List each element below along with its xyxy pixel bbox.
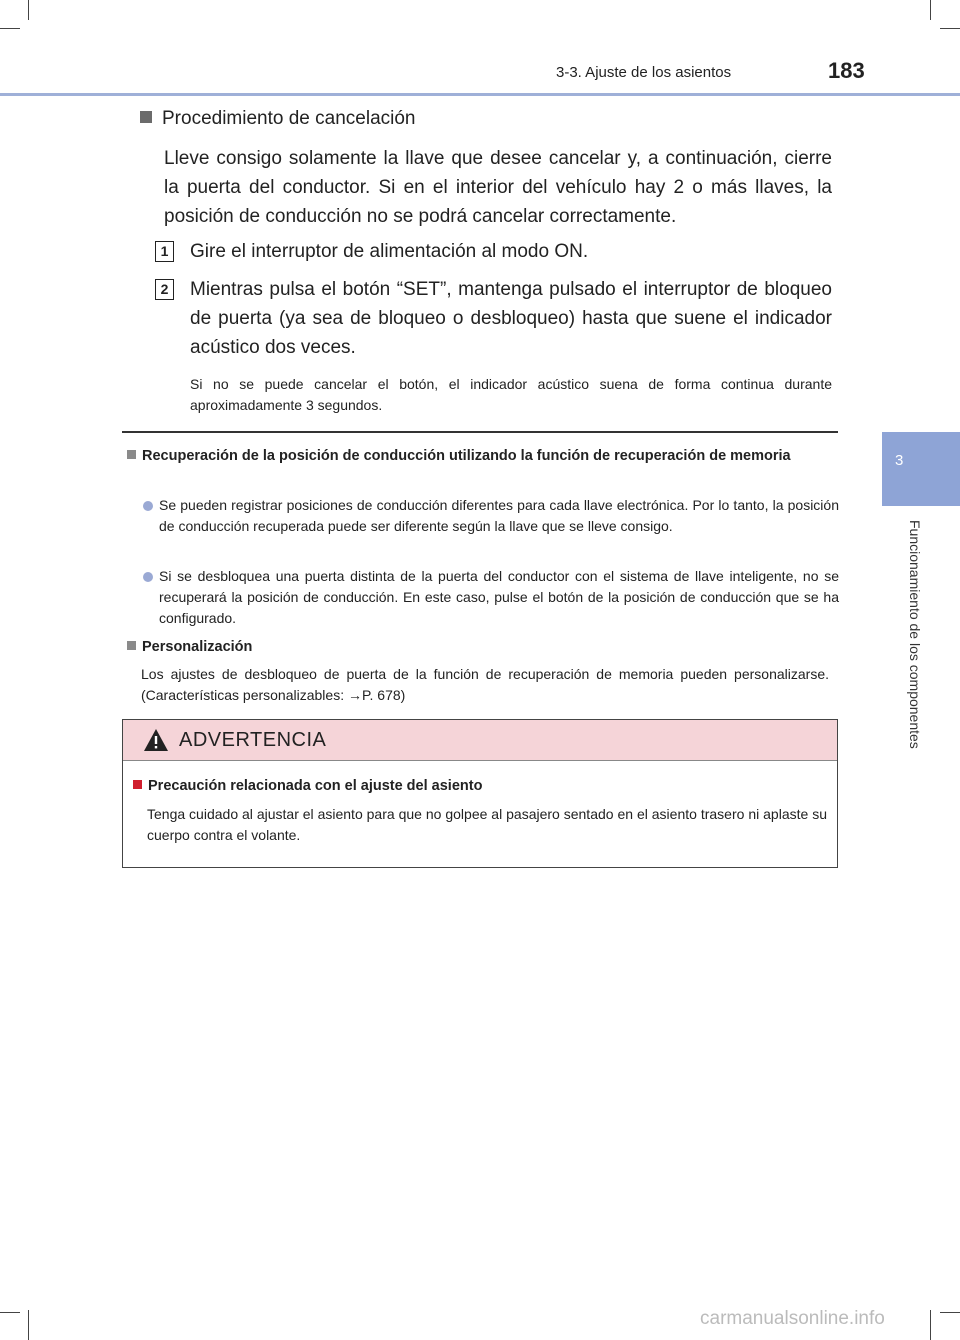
- crop-mark: [0, 1312, 20, 1313]
- section-rule: [122, 431, 838, 433]
- warning-triangle-icon: [143, 728, 169, 752]
- memory-heading-text: Recuperación de la posición de conducción utilizando la función de recuperación de memoria: [142, 448, 791, 464]
- personal-heading: [127, 637, 838, 657]
- page-number: 183: [828, 58, 865, 83]
- step-text: Mientras pulsa el botón “SET”, mantenga pulsado el interruptor de bloqueo de puerta (ya sea de bloqueo o desbloqueo) hasta que suene el indicador acústico dos veces.: [190, 279, 832, 358]
- chapter-tab-number: 3: [895, 452, 904, 469]
- chapter-tab-label: Funcionamiento de los componentes: [907, 520, 923, 749]
- warning-text: Tenga cuidado al ajustar el asiento para que no golpee al pasajero sentado en el asiento trasero ni aplaste su cuerpo contra el volante.: [147, 806, 827, 843]
- crop-mark: [28, 1310, 29, 1340]
- watermark: carmanualsonline.info: [700, 1308, 885, 1329]
- chapter-tab[interactable]: [882, 432, 960, 506]
- personal-heading-text: Personalización: [142, 639, 253, 655]
- personal-text: Los ajustes de desbloqueo de puerta de la función de recuperación de memoria pueden personalizarse. (Características personalizables: →P. 678): [141, 666, 829, 703]
- crop-mark: [940, 1312, 960, 1313]
- crop-mark: [930, 1310, 931, 1340]
- memory-bullet: Si se desbloquea una puerta distinta de la puerta del conductor con el sistema de llave inteligente, no se recuperará la posición de conducción. En este caso, pulse el botón de la posición de conducción que se ha configurado.: [159, 568, 839, 626]
- memory-heading: [127, 446, 838, 466]
- header-divider: [0, 93, 960, 96]
- square-bullet-icon: [133, 780, 142, 789]
- crop-mark: [940, 28, 960, 29]
- bullet-dot-icon: [143, 501, 153, 511]
- step-number-box: 2: [155, 279, 174, 300]
- step-text: Gire el interruptor de alimentación al modo ON.: [190, 241, 589, 262]
- warning-subheading: [133, 778, 482, 794]
- memory-bullet: Se pueden registrar posiciones de conducción diferentes para cada llave electrónica. Por lo tanto, la posición de conducción recuperada puede ser diferente según la llave que se lleve consigo.: [159, 497, 839, 534]
- square-bullet-icon: [127, 641, 136, 650]
- crop-mark: [930, 0, 931, 20]
- warning-title: ADVERTENCIA: [179, 729, 327, 751]
- square-bullet-icon: [127, 450, 136, 459]
- section-label: 3-3. Ajuste de los asientos: [556, 64, 732, 81]
- crop-mark: [28, 0, 29, 20]
- warning-subheading-text: Precaución relacionada con el ajuste del asiento: [148, 778, 483, 794]
- step-number-box: 1: [155, 241, 174, 262]
- cancel-note: Si no se puede cancelar el botón, el indicador acústico suena de forma continua durante aproximadamente 3 segundos.: [190, 376, 832, 413]
- cancel-intro: Lleve consigo solamente la llave que desee cancelar y, a continuación, cierre la puerta del conductor. Si en el interior del vehículo hay 2 o más llaves, la posición de conducción no se podrá cancelar correctamente.: [164, 148, 832, 227]
- cancel-heading-text: Procedimiento de cancelación: [162, 108, 416, 129]
- square-bullet-icon: [140, 111, 152, 123]
- cancel-heading: [140, 108, 416, 130]
- warning-header: [123, 720, 837, 761]
- bullet-dot-icon: [143, 572, 153, 582]
- crop-mark: [0, 28, 20, 29]
- warning-box: [122, 719, 838, 868]
